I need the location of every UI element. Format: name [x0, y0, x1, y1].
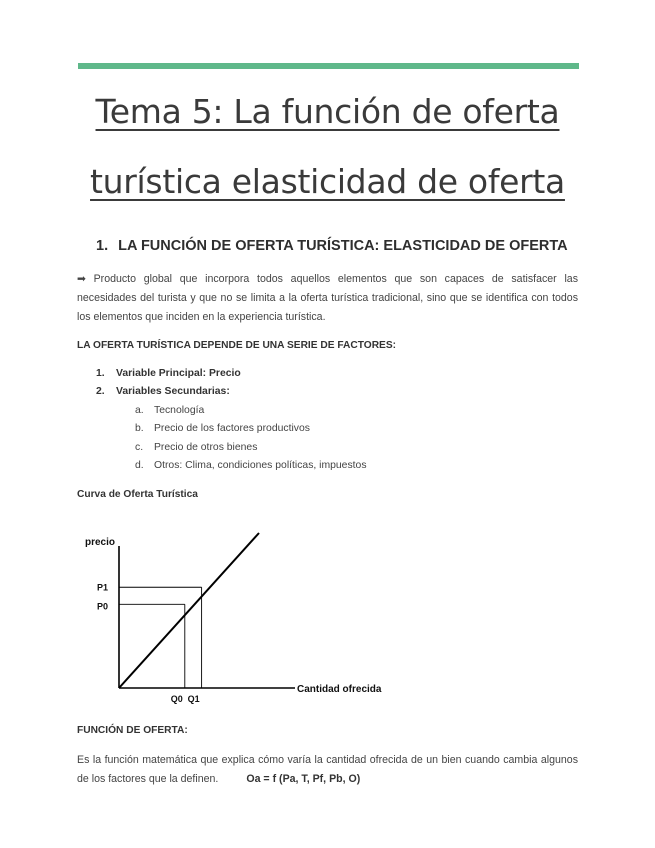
sub-list-item-label: Otros: Clima, condiciones políticas, impuestos	[154, 460, 367, 471]
y-axis-label: precio	[85, 537, 116, 548]
chart-title: Curva de Oferta Turística	[77, 489, 198, 500]
list-item-label: Variables Secundarias:	[116, 386, 230, 397]
quantity-tick-label: Q1	[187, 694, 200, 704]
function-paragraph	[77, 751, 578, 789]
section-heading	[96, 238, 568, 254]
supply-curve-line	[119, 533, 259, 688]
list-item-number: 2.	[96, 386, 105, 397]
price-tick-label: P1	[97, 582, 109, 593]
function-heading: FUNCIÓN DE OFERTA:	[77, 725, 188, 736]
x-axis-label: Cantidad ofrecida	[297, 684, 382, 695]
sub-list-item-label: Tecnología	[154, 405, 205, 416]
sub-list-item-letter: d.	[135, 460, 144, 471]
page-title-line-1: Tema 5: La función de oferta	[95, 92, 560, 131]
function-text: Es la función matemática que explica cómo varía la cantidad ofrecida de un bien cuando cambia algunos de los factores que la definen.	[77, 754, 578, 786]
supply-curve-svg	[77, 520, 407, 720]
list-item-label: Variable Principal: Precio	[116, 368, 241, 379]
section-heading-text: LA FUNCIÓN DE OFERTA TURÍSTICA: ELASTICIDAD DE OFERTA	[118, 238, 568, 254]
list-item	[96, 368, 241, 379]
list-item	[96, 386, 230, 397]
section-number: 1.	[96, 238, 109, 254]
supply-curve-chart	[77, 520, 407, 720]
sub-list-item	[135, 405, 204, 416]
quantity-tick-label: Q0	[170, 694, 183, 704]
sub-list-item-letter: a.	[135, 405, 144, 416]
intro-paragraph: ➡ Producto global que incorpora todos aquellos elementos que son capaces de satisfacer las necesidades del turista y que no se limita a la oferta turística tradicional, sino que se identifica con todos los elementos que inciden en la experiencia turística.	[77, 273, 578, 324]
sub-list-item-letter: c.	[135, 442, 144, 453]
sub-list-item-letter: b.	[135, 423, 144, 434]
factors-heading: LA OFERTA TURÍSTICA DEPENDE DE UNA SERIE DE FACTORES:	[77, 340, 397, 351]
sub-list-item-label: Precio de otros bienes	[154, 442, 258, 453]
price-tick-label: P0	[97, 601, 109, 612]
sub-list-item	[135, 423, 310, 434]
top-accent-bar	[78, 63, 579, 69]
supply-formula: Oa = f (Pa, T, Pf, Pb, O)	[246, 773, 361, 786]
sub-list-item-label: Precio de los factores productivos	[154, 423, 310, 434]
list-item-number: 1.	[96, 368, 105, 379]
sub-list-item	[135, 460, 367, 471]
page-title-line-2: turística elasticidad de oferta	[90, 162, 565, 201]
sub-list-item	[135, 442, 257, 453]
